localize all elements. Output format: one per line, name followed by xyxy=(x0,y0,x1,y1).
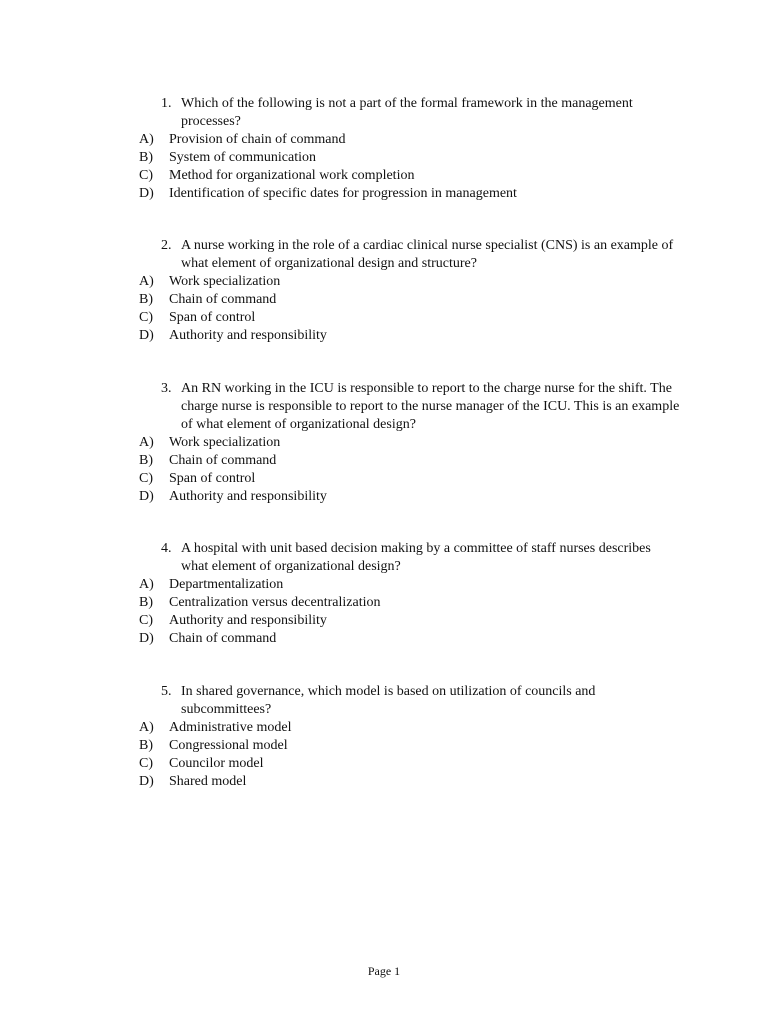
question-2 xyxy=(0,237,768,345)
answer-option-a xyxy=(139,273,768,291)
question-text: A hospital with unit based decision making by a committee of staff nurses describes what element of organizational design? xyxy=(181,541,651,574)
option-text: Authority and responsibility xyxy=(169,613,327,628)
answer-option-c xyxy=(139,309,768,327)
option-letter: B) xyxy=(139,150,153,165)
answer-options xyxy=(0,273,768,345)
answer-option-b xyxy=(139,452,768,470)
question-number: 5. xyxy=(161,684,172,699)
answer-options xyxy=(0,131,768,203)
question-1 xyxy=(0,95,768,203)
option-letter: D) xyxy=(139,186,154,201)
option-letter: C) xyxy=(139,168,153,183)
option-text: Departmentalization xyxy=(169,577,284,592)
option-letter: D) xyxy=(139,631,154,646)
option-text: Chain of command xyxy=(169,631,277,646)
option-letter: C) xyxy=(139,613,153,628)
page-number: Page 1 xyxy=(367,964,401,978)
option-letter: D) xyxy=(139,328,154,343)
question-stem xyxy=(161,380,681,434)
answer-option-c xyxy=(139,755,768,773)
option-text: Authority and responsibility xyxy=(169,328,327,343)
option-text: Span of control xyxy=(169,310,256,325)
question-text: A nurse working in the role of a cardiac clinical nurse specialist (CNS) is an example of what element of organizational design and structure? xyxy=(181,238,674,271)
option-text: Shared model xyxy=(169,774,247,789)
option-text: Chain of command xyxy=(169,453,277,468)
question-stem xyxy=(161,540,681,576)
answer-option-a xyxy=(139,131,768,149)
question-stem xyxy=(161,683,681,719)
question-text: Which of the following is not a part of the formal framework in the management processes? xyxy=(181,96,633,129)
question-text: In shared governance, which model is based on utilization of councils and subcommittees? xyxy=(181,684,596,717)
question-3 xyxy=(0,380,768,506)
question-number: 1. xyxy=(161,96,172,111)
option-text: Authority and responsibility xyxy=(169,489,327,504)
page-footer xyxy=(0,962,768,980)
option-letter: C) xyxy=(139,756,153,771)
option-text: Centralization versus decentralization xyxy=(169,595,381,610)
option-text: Councilor model xyxy=(169,756,264,771)
option-letter: A) xyxy=(139,435,154,450)
option-text: Work specialization xyxy=(169,435,281,450)
answer-options xyxy=(0,434,768,506)
option-letter: C) xyxy=(139,471,153,486)
answer-option-d xyxy=(139,773,768,791)
option-letter: B) xyxy=(139,292,153,307)
option-text: Administrative model xyxy=(169,720,292,735)
answer-option-d xyxy=(139,185,768,203)
answer-option-c xyxy=(139,470,768,488)
option-letter: B) xyxy=(139,595,153,610)
answer-option-a xyxy=(139,719,768,737)
option-letter: A) xyxy=(139,274,154,289)
answer-option-b xyxy=(139,737,768,755)
option-letter: D) xyxy=(139,489,154,504)
question-5 xyxy=(0,683,768,791)
option-letter: A) xyxy=(139,577,154,592)
question-text: An RN working in the ICU is responsible to report to the charge nurse for the shift. The charge nurse is responsible to report to the nurse manager of the ICU. This is an example of what element of organizational design? xyxy=(181,381,680,432)
answer-option-d xyxy=(139,630,768,648)
answer-option-d xyxy=(139,488,768,506)
question-number: 4. xyxy=(161,541,172,556)
option-letter: D) xyxy=(139,774,154,789)
option-text: Identification of specific dates for progression in management xyxy=(169,186,517,201)
option-letter: B) xyxy=(139,738,153,753)
option-letter: C) xyxy=(139,310,153,325)
option-text: Provision of chain of command xyxy=(169,132,346,147)
option-letter: A) xyxy=(139,720,154,735)
option-text: Chain of command xyxy=(169,292,277,307)
answer-options xyxy=(0,719,768,791)
question-number: 3. xyxy=(161,381,172,396)
option-text: System of communication xyxy=(169,150,316,165)
option-letter: A) xyxy=(139,132,154,147)
option-text: Congressional model xyxy=(169,738,288,753)
option-text: Method for organizational work completion xyxy=(169,168,415,183)
option-text: Work specialization xyxy=(169,274,281,289)
answer-option-b xyxy=(139,594,768,612)
answer-option-b xyxy=(139,291,768,309)
answer-options xyxy=(0,576,768,648)
option-letter: B) xyxy=(139,453,153,468)
question-4 xyxy=(0,540,768,648)
answer-option-a xyxy=(139,576,768,594)
question-stem xyxy=(161,237,681,273)
option-text: Span of control xyxy=(169,471,256,486)
answer-option-c xyxy=(139,612,768,630)
answer-option-c xyxy=(139,167,768,185)
answer-option-a xyxy=(139,434,768,452)
question-stem xyxy=(161,95,681,131)
question-number: 2. xyxy=(161,238,172,253)
answer-option-d xyxy=(139,327,768,345)
answer-option-b xyxy=(139,149,768,167)
